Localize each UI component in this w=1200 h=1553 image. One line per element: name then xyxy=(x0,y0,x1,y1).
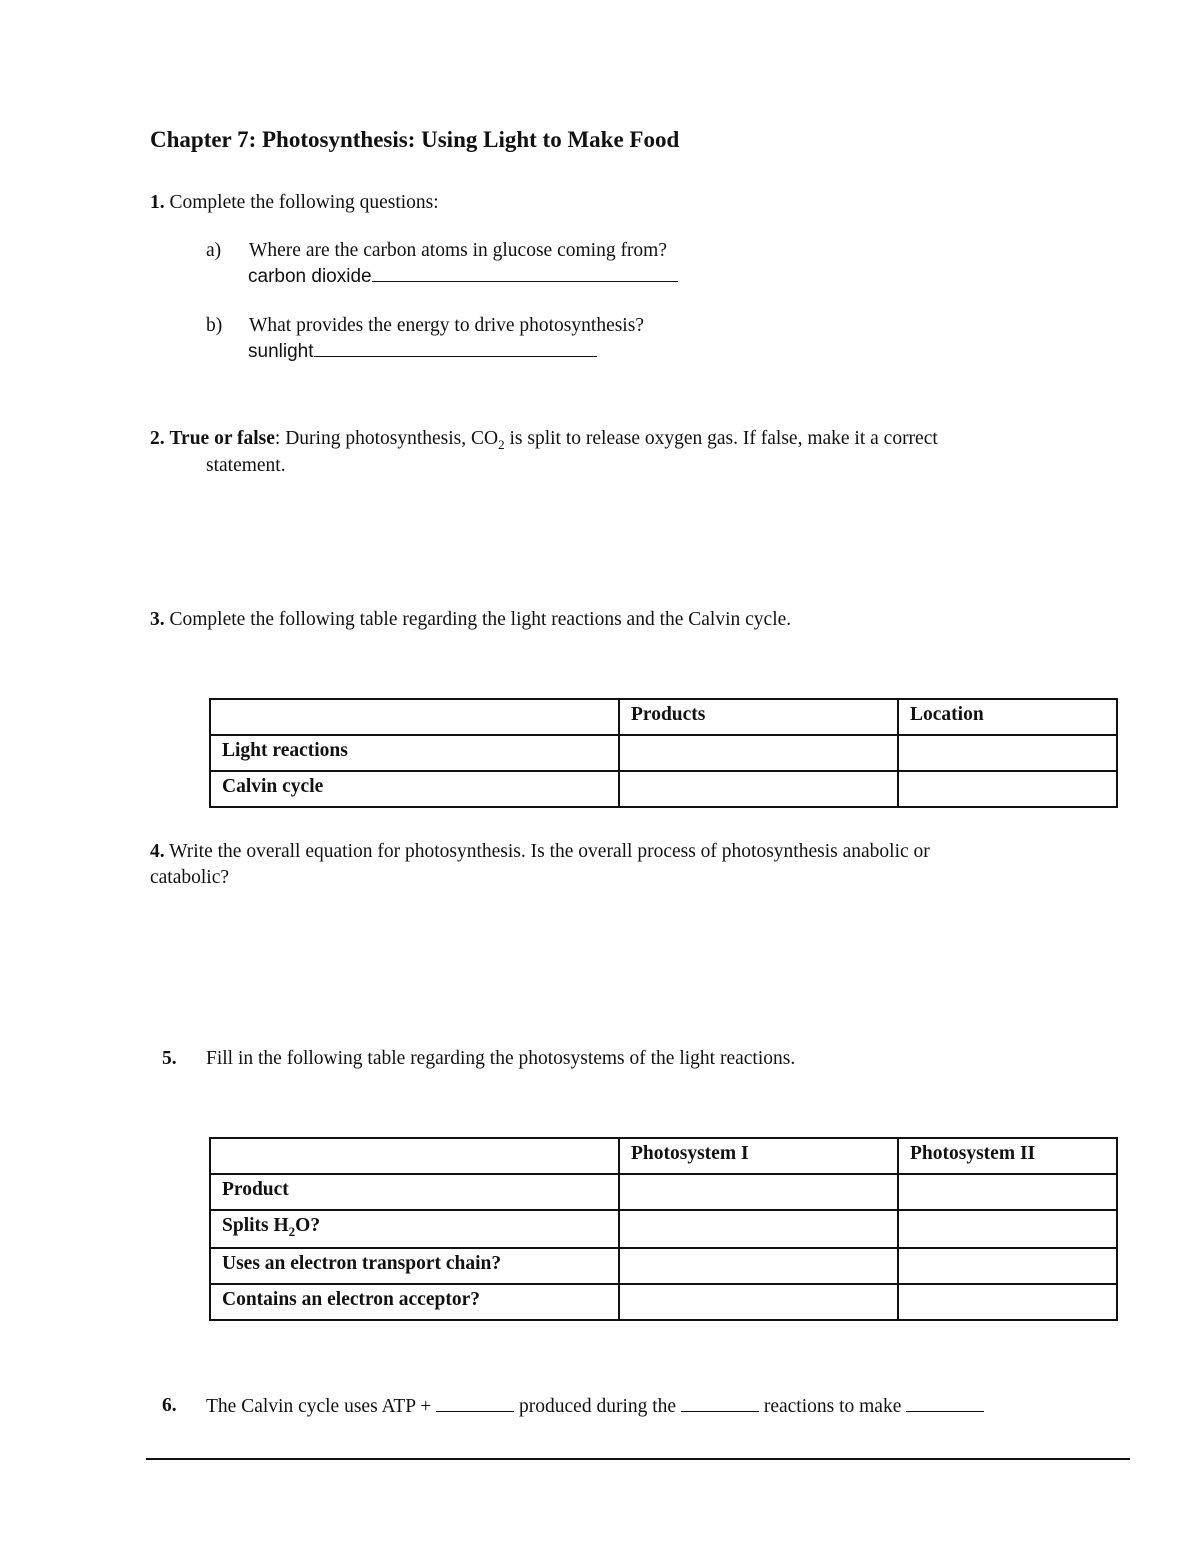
row-label-text: Splits H xyxy=(222,1215,289,1236)
question-text: The Calvin cycle uses ATP + xyxy=(206,1396,437,1417)
page-title: Chapter 7: Photosynthesis: Using Light to Make Food xyxy=(150,127,680,152)
answer-text: sunlight xyxy=(248,341,314,362)
table-header-row xyxy=(210,699,1117,735)
header-cell: Photosystem II xyxy=(898,1138,1117,1174)
header-cell: Photosystem I xyxy=(619,1138,898,1174)
answer-cell[interactable] xyxy=(619,1210,898,1248)
question-4-line2: catabolic? xyxy=(150,867,230,888)
question-3 xyxy=(150,609,791,631)
answer-cell[interactable] xyxy=(619,1248,898,1284)
table-header-row xyxy=(210,1138,1117,1174)
question-text-cont: is split to release oxygen gas. If false, make it a correct xyxy=(504,428,938,449)
answer-cell[interactable] xyxy=(619,1284,898,1320)
answer-cell[interactable] xyxy=(898,1174,1117,1210)
blank-3[interactable] xyxy=(906,1395,984,1412)
question-1 xyxy=(150,192,439,214)
question-number: 2. xyxy=(150,428,165,449)
question-number: 6. xyxy=(162,1395,177,1416)
row-label: Calvin cycle xyxy=(210,771,619,807)
answer-text: carbon dioxide xyxy=(248,266,372,287)
answer-1a[interactable] xyxy=(248,265,678,288)
question-number: 5. xyxy=(162,1048,177,1069)
blank-2[interactable] xyxy=(681,1395,759,1412)
answer-cell[interactable] xyxy=(898,1210,1117,1248)
page-bottom-rule xyxy=(146,1458,1130,1460)
row-label xyxy=(210,1210,619,1248)
header-cell: Products xyxy=(619,699,898,735)
row-label: Contains an electron acceptor? xyxy=(210,1284,619,1320)
question-4 xyxy=(150,841,930,863)
question-2 xyxy=(150,428,938,453)
blank-1[interactable] xyxy=(436,1395,514,1412)
question-text: Complete the following table regarding the light reactions and the Calvin cycle. xyxy=(169,609,792,630)
question-1a-label: a) xyxy=(206,240,222,261)
question-text: reactions to make xyxy=(758,1396,907,1417)
question-1b-label: b) xyxy=(206,315,223,336)
answer-line xyxy=(372,265,678,282)
table-row xyxy=(210,1210,1117,1248)
table-row xyxy=(210,735,1117,771)
header-cell: Location xyxy=(898,699,1117,735)
light-calvin-table xyxy=(209,698,1118,808)
row-label: Product xyxy=(210,1174,619,1210)
subscript: 2 xyxy=(288,1223,296,1239)
question-2-line2: statement. xyxy=(206,455,286,476)
question-text: produced during the xyxy=(514,1396,681,1417)
answer-line xyxy=(314,340,597,357)
question-number: 3. xyxy=(150,609,165,630)
question-text: : During photosynthesis, CO xyxy=(274,428,499,449)
table-row xyxy=(210,1284,1117,1320)
question-6 xyxy=(206,1395,984,1418)
question-number: 1. xyxy=(150,192,165,213)
row-label: Uses an electron transport chain? xyxy=(210,1248,619,1284)
table-row xyxy=(210,1174,1117,1210)
row-label-tail: O? xyxy=(295,1215,321,1236)
header-cell xyxy=(210,699,619,735)
table-row xyxy=(210,771,1117,807)
answer-cell[interactable] xyxy=(619,1174,898,1210)
table-row xyxy=(210,1248,1117,1284)
answer-1b[interactable] xyxy=(248,340,597,363)
question-5-text: Fill in the following table regarding the photosystems of the light reactions. xyxy=(206,1048,796,1069)
answer-cell[interactable] xyxy=(898,771,1117,807)
question-text: Write the overall equation for photosynthesis. Is the overall process of photosynthesis anabolic or xyxy=(164,841,930,862)
question-1b-text: What provides the energy to drive photosynthesis? xyxy=(249,315,644,336)
question-1a-text: Where are the carbon atoms in glucose coming from? xyxy=(249,240,668,261)
header-cell xyxy=(210,1138,619,1174)
answer-cell[interactable] xyxy=(619,771,898,807)
answer-cell[interactable] xyxy=(898,1284,1117,1320)
question-number: 4. xyxy=(150,841,165,862)
answer-cell[interactable] xyxy=(898,1248,1117,1284)
subscript: 2 xyxy=(498,436,505,452)
question-text: Complete the following questions: xyxy=(169,192,439,213)
answer-cell[interactable] xyxy=(619,735,898,771)
answer-cell[interactable] xyxy=(898,735,1117,771)
photosystems-table xyxy=(209,1137,1118,1321)
row-label: Light reactions xyxy=(210,735,619,771)
true-false-label: True or false xyxy=(169,428,275,449)
